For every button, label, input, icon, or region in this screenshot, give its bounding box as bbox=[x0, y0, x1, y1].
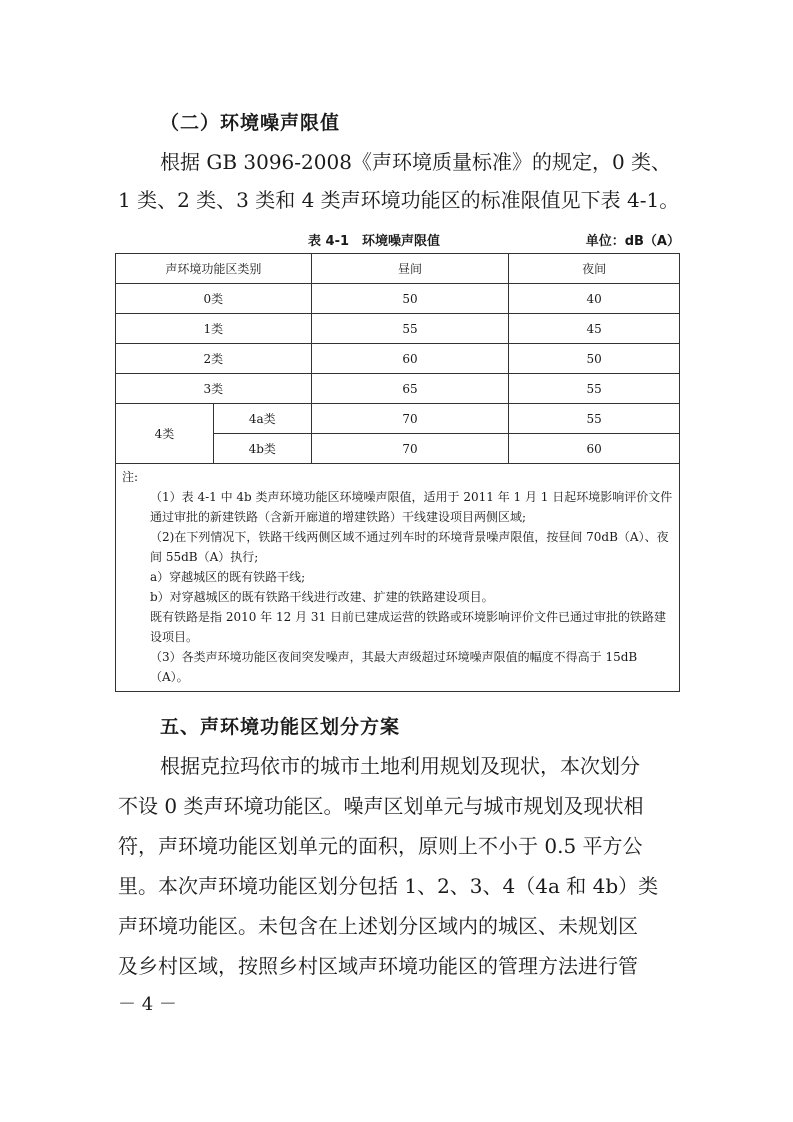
section-heading-noise-limits: （二）环境噪声限值 bbox=[160, 112, 341, 134]
table-header-row bbox=[116, 254, 680, 284]
cell-day: 70 bbox=[311, 434, 509, 464]
cell-day: 55 bbox=[311, 314, 509, 344]
note-2c: 既有铁路是指 2010 年 12 月 31 日前已建成运营的铁路或环境影响评价文件已通过审批的铁路建设项目。 bbox=[150, 610, 666, 644]
note-2: （2)在下列情况下，铁路干线两侧区域不通过列车时的环境背景噪声限值，按昼间 70dB（A）、夜间 55dB（A）执行; bbox=[150, 530, 669, 564]
table-row bbox=[116, 404, 680, 434]
paragraph-line: 声环境功能区。未包含在上述划分区域内的城区、未规划区 bbox=[118, 914, 638, 938]
table-notes-row bbox=[116, 464, 680, 692]
cell-category-4: 4类 bbox=[116, 404, 214, 464]
cell-day: 60 bbox=[311, 344, 509, 374]
cell-category: 2类 bbox=[116, 344, 312, 374]
cell-day: 70 bbox=[311, 404, 509, 434]
paragraph-zoning-plan bbox=[118, 746, 678, 986]
note-1: （1）表 4-1 中 4b 类声环境功能区环境噪声限值，适用于 2011 年 1 月 1 日起环境影响评价文件通过审批的新建铁路（含新开廊道的增建铁路）干线建设项目两侧区域; bbox=[150, 490, 673, 524]
cell-subcategory: 4b类 bbox=[213, 434, 311, 464]
cell-night: 60 bbox=[509, 434, 680, 464]
noise-limit-table bbox=[115, 253, 680, 692]
paragraph-line: 根据 GB 3096-2008《声环境质量标准》的规定，0 类、 bbox=[160, 150, 672, 174]
cell-category: 0类 bbox=[116, 284, 312, 314]
cell-category: 1类 bbox=[116, 314, 312, 344]
note-2b: b）对穿越城区的既有铁路干线进行改建、扩建的铁路建设项目。 bbox=[150, 590, 494, 604]
table-row bbox=[116, 314, 680, 344]
cell-night: 55 bbox=[509, 404, 680, 434]
note-2a: a）穿越城区的既有铁路干线; bbox=[150, 570, 306, 584]
note-3: （3）各类声环境功能区夜间突发噪声，其最大声级超过环境噪声限值的幅度不得高于 15dB（A）。 bbox=[150, 650, 638, 684]
header-night: 夜间 bbox=[509, 254, 680, 284]
paragraph-line: 及乡村区域，按照乡村区域声环境功能区的管理方法进行管 bbox=[118, 954, 638, 978]
paragraph-line: 1 类、2 类、3 类和 4 类声环境功能区的标准限值见下表 4-1。 bbox=[118, 188, 680, 212]
paragraph-line: 不设 0 类声环境功能区。噪声区划单元与城市规划及现状相 bbox=[118, 794, 644, 818]
cell-subcategory: 4a类 bbox=[213, 404, 311, 434]
cell-day: 65 bbox=[311, 374, 509, 404]
cell-day: 50 bbox=[311, 284, 509, 314]
table-title: 表 4-1 环境噪声限值 bbox=[308, 234, 441, 249]
paragraph-line: 根据克拉玛依市的城市土地利用规划及现状，本次划分 bbox=[160, 754, 640, 778]
table-row bbox=[116, 374, 680, 404]
notes-label: 注: bbox=[122, 470, 139, 484]
cell-night: 55 bbox=[509, 374, 680, 404]
paragraph-line: 里。本次声环境功能区划分包括 1、2、3、4（4a 和 4b）类 bbox=[118, 874, 659, 898]
header-day: 昼间 bbox=[311, 254, 509, 284]
table-row bbox=[116, 284, 680, 314]
cell-category: 3类 bbox=[116, 374, 312, 404]
section-heading-zoning-plan: 五、声环境功能区划分方案 bbox=[160, 716, 401, 738]
header-category: 声环境功能区类别 bbox=[116, 254, 312, 284]
paragraph-line: 符，声环境功能区划单元的面积，原则上不小于 0.5 平方公 bbox=[118, 834, 643, 858]
page-number: － 4 － bbox=[118, 994, 177, 1015]
cell-night: 50 bbox=[509, 344, 680, 374]
paragraph-standard-reference bbox=[118, 143, 678, 219]
cell-night: 45 bbox=[509, 314, 680, 344]
cell-night: 40 bbox=[509, 284, 680, 314]
table-notes bbox=[116, 464, 680, 692]
table-row bbox=[116, 344, 680, 374]
table-unit: 单位：dB（A） bbox=[585, 234, 680, 249]
